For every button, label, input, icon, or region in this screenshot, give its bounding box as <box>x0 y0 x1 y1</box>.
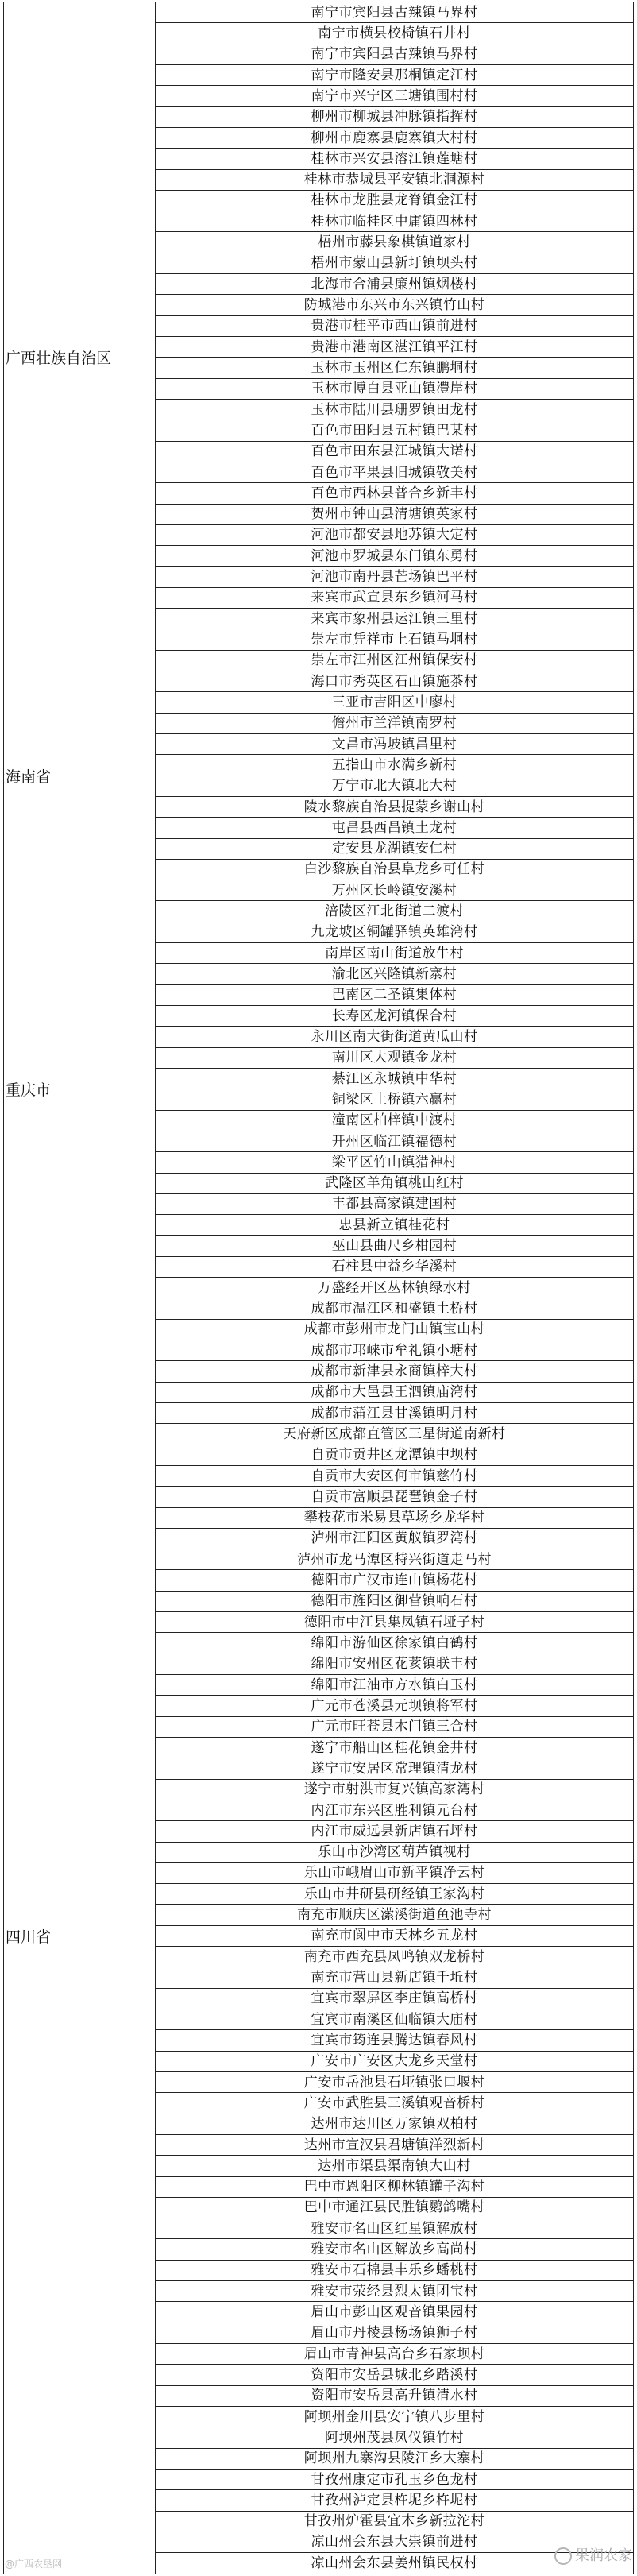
village-cell: 万宁市北大镇北大村 <box>156 776 634 796</box>
village-cell: 桂林市恭城县平安镇北洞源村 <box>156 169 634 190</box>
village-cell: 德阳市广汉市连山镇杨花村 <box>156 1570 634 1591</box>
village-cell: 崇左市凭祥市上石镇马垌村 <box>156 629 634 650</box>
village-cell: 广安市武胜县三溪镇观音桥村 <box>156 2093 634 2114</box>
village-cell: 百色市田阳县五村镇巴某村 <box>156 420 634 441</box>
village-cell: 巴南区二圣镇集体村 <box>156 984 634 1005</box>
village-cell: 三亚市吉阳区中廖村 <box>156 692 634 713</box>
village-cell: 巴中市恩阳区柳林镇罐子沟村 <box>156 2176 634 2197</box>
village-cell: 成都市邛崃市牟礼镇小塘村 <box>156 1340 634 1361</box>
village-cell: 成都市温江区和盛镇土桥村 <box>156 1298 634 1319</box>
village-cell: 百色市田东县江城镇大诺村 <box>156 441 634 462</box>
village-cell: 甘孜州炉霍县宜木乡新拉沱村 <box>156 2511 634 2532</box>
table-row <box>4 44 634 64</box>
village-cell: 河池市都安县地苏镇大定村 <box>156 524 634 545</box>
village-cell: 开州区临江镇福德村 <box>156 1131 634 1151</box>
village-cell: 凉山州会东县大崇镇前进村 <box>156 2532 634 2552</box>
village-cell: 玉林市玉州区仁东镇鹏垌村 <box>156 358 634 378</box>
village-list-table <box>3 2 634 2574</box>
village-cell: 南宁市隆安县那桐镇定江村 <box>156 64 634 85</box>
village-cell: 桂林市临桂区中庸镇四林村 <box>156 211 634 232</box>
province-cell: 四川省 <box>4 1298 156 2574</box>
village-cell: 阿坝州九寨沟县陵江乡大寨村 <box>156 2448 634 2469</box>
village-cell: 河池市罗城县东门镇东勇村 <box>156 546 634 567</box>
village-cell: 绵阳市安州区花荄镇联丰村 <box>156 1654 634 1674</box>
village-cell: 忠县新立镇桂花村 <box>156 1215 634 1236</box>
village-cell: 海口市秀英区石山镇施茶村 <box>156 671 634 692</box>
village-cell: 德阳市中江县集凤镇石垭子村 <box>156 1612 634 1633</box>
village-cell: 南宁市宾阳县古辣镇马界村 <box>156 44 634 64</box>
village-cell: 雅安市石棉县丰乐乡蟠桃村 <box>156 2260 634 2280</box>
village-cell: 自贡市富顺县琵琶镇金子村 <box>156 1487 634 1507</box>
village-cell: 贵港市港南区湛江镇平江村 <box>156 337 634 358</box>
village-cell: 万盛经开区丛林镇绿水村 <box>156 1278 634 1298</box>
village-cell: 长寿区龙河镇保合村 <box>156 1006 634 1027</box>
village-cell: 成都市彭州市龙门山镇宝山村 <box>156 1319 634 1340</box>
village-cell: 北海市合浦县廉州镇烟楼村 <box>156 274 634 295</box>
village-cell: 雅安市名山区红星镇解放村 <box>156 2218 634 2239</box>
village-cell: 自贡市贡井区龙潭镇中坝村 <box>156 1445 634 1465</box>
wechat-logo-icon <box>554 2547 572 2565</box>
village-cell: 永川区南大街街道黄瓜山村 <box>156 1027 634 1047</box>
village-cell: 来宾市象州县运江镇三里村 <box>156 609 634 629</box>
village-cell: 攀枝花市米易县草场乡龙华村 <box>156 1507 634 1528</box>
village-cell: 天府新区成都直管区三星街道南新村 <box>156 1424 634 1445</box>
village-cell: 贵港市桂平市西山镇前进村 <box>156 315 634 336</box>
village-cell: 成都市新津县永商镇梓大村 <box>156 1361 634 1382</box>
village-cell: 五指山市水满乡新村 <box>156 755 634 776</box>
village-cell: 南充市营山县新店镇千坵村 <box>156 1967 634 1988</box>
province-cell <box>4 2 156 44</box>
watermark-source: @广西农垦网 <box>5 2559 63 2570</box>
village-cell: 乐山市峨眉山市新平镇净云村 <box>156 1862 634 1883</box>
village-cell: 定安县龙湖镇安仁村 <box>156 838 634 859</box>
village-cell: 达州市达川区万家镇双柏村 <box>156 2114 634 2134</box>
village-cell: 南宁市横县校椅镇石井村 <box>156 23 634 44</box>
village-cell: 南充市顺庆区潆溪街道鱼池寺村 <box>156 1905 634 1925</box>
village-cell: 资阳市安岳县城北乡踏溪村 <box>156 2365 634 2385</box>
village-cell: 潼南区柏梓镇中渡村 <box>156 1110 634 1131</box>
village-cell: 成都市大邑县王泗镇庙湾村 <box>156 1382 634 1402</box>
village-cell: 防城港市东兴市东兴镇竹山村 <box>156 295 634 315</box>
village-cell: 玉林市博白县亚山镇澧岸村 <box>156 378 634 399</box>
province-cell: 广西壮族自治区 <box>4 44 156 671</box>
village-cell: 綦江区永城镇中华村 <box>156 1068 634 1089</box>
village-cell: 德阳市旌阳区御营镇响石村 <box>156 1591 634 1611</box>
village-cell: 贺州市钟山县清塘镇英家村 <box>156 504 634 524</box>
village-cell: 桂林市龙胜县龙脊镇金江村 <box>156 190 634 211</box>
village-cell: 宜宾市南溪区仙临镇大庙村 <box>156 2009 634 2030</box>
village-cell: 石柱县中益乡华溪村 <box>156 1256 634 1277</box>
village-cell: 南宁市兴宁区三塘镇围村村 <box>156 86 634 106</box>
table-row <box>4 880 634 901</box>
village-cell: 眉山市青神县高台乡石家坝村 <box>156 2344 634 2365</box>
village-cell: 百色市西林县普合乡新丰村 <box>156 483 634 504</box>
village-cell: 来宾市武宣县东乡镇河马村 <box>156 587 634 608</box>
village-cell: 广安市广安区大龙乡天堂村 <box>156 2051 634 2071</box>
village-cell: 南宁市宾阳县古辣镇马界村 <box>156 2 634 23</box>
village-cell: 内江市东兴区胜利镇元台村 <box>156 1800 634 1820</box>
village-cell: 资阳市安岳县高升镇清水村 <box>156 2385 634 2406</box>
village-cell: 眉山市丹棱县杨场镇狮子村 <box>156 2323 634 2343</box>
village-cell: 阿坝州茂县凤仪镇竹村 <box>156 2427 634 2448</box>
watermark-account <box>554 2544 632 2565</box>
village-cell: 河池市南丹县芒场镇巴平村 <box>156 567 634 587</box>
village-cell: 巴中市通江县民胜镇鹦鸽嘴村 <box>156 2197 634 2218</box>
village-cell: 雅安市荥经县烈太镇团宝村 <box>156 2281 634 2302</box>
village-cell: 达州市渠县渠南镇大山村 <box>156 2156 634 2176</box>
village-cell: 万州区长岭镇安溪村 <box>156 880 634 901</box>
village-cell: 梧州市藤县象棋镇道家村 <box>156 232 634 253</box>
village-cell: 宜宾市筠连县腾达镇春风村 <box>156 2030 634 2051</box>
village-cell: 玉林市陆川县珊罗镇田龙村 <box>156 399 634 420</box>
village-cell: 涪陵区江北街道二渡村 <box>156 901 634 922</box>
village-cell: 梧州市蒙山县新圩镇坝头村 <box>156 253 634 273</box>
village-cell: 遂宁市船山区桂花镇金井村 <box>156 1737 634 1758</box>
village-cell: 泸州市江阳区黄舣镇罗湾村 <box>156 1528 634 1549</box>
village-cell: 文昌市冯坡镇昌里村 <box>156 733 634 754</box>
village-cell: 甘孜州泸定县杵坭乡杵坭村 <box>156 2490 634 2511</box>
village-cell: 乐山市沙湾区葫芦镇视村 <box>156 1842 634 1862</box>
village-cell: 甘孜州康定市孔玉乡色龙村 <box>156 2469 634 2489</box>
province-cell: 重庆市 <box>4 880 156 1298</box>
village-cell: 屯昌县西昌镇土龙村 <box>156 818 634 838</box>
village-cell: 广安市岳池县石垭镇张口堰村 <box>156 2071 634 2092</box>
village-cell: 遂宁市安居区常理镇清龙村 <box>156 1758 634 1779</box>
village-cell: 柳州市鹿寨县鹿寨镇大村村 <box>156 127 634 148</box>
village-cell: 成都市蒲江县甘溪镇明月村 <box>156 1402 634 1423</box>
village-cell: 南充市西充县凤鸣镇双龙桥村 <box>156 1947 634 1967</box>
village-cell: 崇左市江州区江州镇保安村 <box>156 650 634 671</box>
village-cell: 绵阳市江油市方水镇白玉村 <box>156 1675 634 1696</box>
village-cell: 眉山市彭山区观音镇果园村 <box>156 2302 634 2323</box>
village-cell: 内江市威远县新店镇石坪村 <box>156 1821 634 1842</box>
village-cell: 达州市宣汉县君塘镇洋烈新村 <box>156 2134 634 2155</box>
village-cell: 梁平区竹山镇猎神村 <box>156 1152 634 1173</box>
village-cell: 百色市平果县旧城镇敬美村 <box>156 462 634 482</box>
village-cell: 遂宁市射洪市复兴镇高家湾村 <box>156 1779 634 1800</box>
village-cell: 铜梁区土桥镇六赢村 <box>156 1089 634 1110</box>
village-cell: 南川区大观镇金龙村 <box>156 1047 634 1068</box>
village-cell: 雅安市名山区解放乡高尚村 <box>156 2239 634 2260</box>
watermark-account-name: 果润农家 <box>575 2547 632 2564</box>
village-cell: 广元市旺苍县木门镇三合村 <box>156 1716 634 1737</box>
province-cell: 海南省 <box>4 671 156 880</box>
village-cell: 绵阳市游仙区徐家镇白鹤村 <box>156 1633 634 1654</box>
village-cell: 广元市苍溪县元坝镇将军村 <box>156 1696 634 1716</box>
village-cell: 柳州市柳城县冲脉镇指挥村 <box>156 106 634 127</box>
village-cell: 阿坝州金川县安宁镇八步里村 <box>156 2406 634 2427</box>
village-cell: 白沙黎族自治县阜龙乡可任村 <box>156 859 634 880</box>
village-cell: 渝北区兴隆镇新寨村 <box>156 964 634 984</box>
village-cell: 南岸区南山街道放牛村 <box>156 943 634 964</box>
village-cell: 九龙坡区铜罐驿镇英雄湾村 <box>156 922 634 942</box>
village-cell: 凉山州会东县姜州镇民权村 <box>156 2553 634 2574</box>
village-cell: 宜宾市翠屏区李庄镇高桥村 <box>156 1988 634 2009</box>
village-cell: 自贡市大安区何市镇慈竹村 <box>156 1465 634 1486</box>
village-cell: 乐山市井研县研经镇王家沟村 <box>156 1884 634 1905</box>
table-row <box>4 671 634 692</box>
village-cell: 南充市阆中市天林乡五龙村 <box>156 1925 634 1946</box>
village-cell: 泸州市龙马潭区特兴街道走马村 <box>156 1549 634 1570</box>
village-cell: 儋州市兰洋镇南罗村 <box>156 713 634 733</box>
village-cell: 巫山县曲尺乡柑园村 <box>156 1236 634 1256</box>
village-cell: 陵水黎族自治县提蒙乡谢山村 <box>156 796 634 817</box>
table-row <box>4 1298 634 1319</box>
village-cell: 武隆区羊角镇桃山红村 <box>156 1173 634 1193</box>
village-cell: 丰都县高家镇建国村 <box>156 1193 634 1214</box>
village-cell: 桂林市兴安县溶江镇莲塘村 <box>156 149 634 169</box>
table-row <box>4 2 634 23</box>
